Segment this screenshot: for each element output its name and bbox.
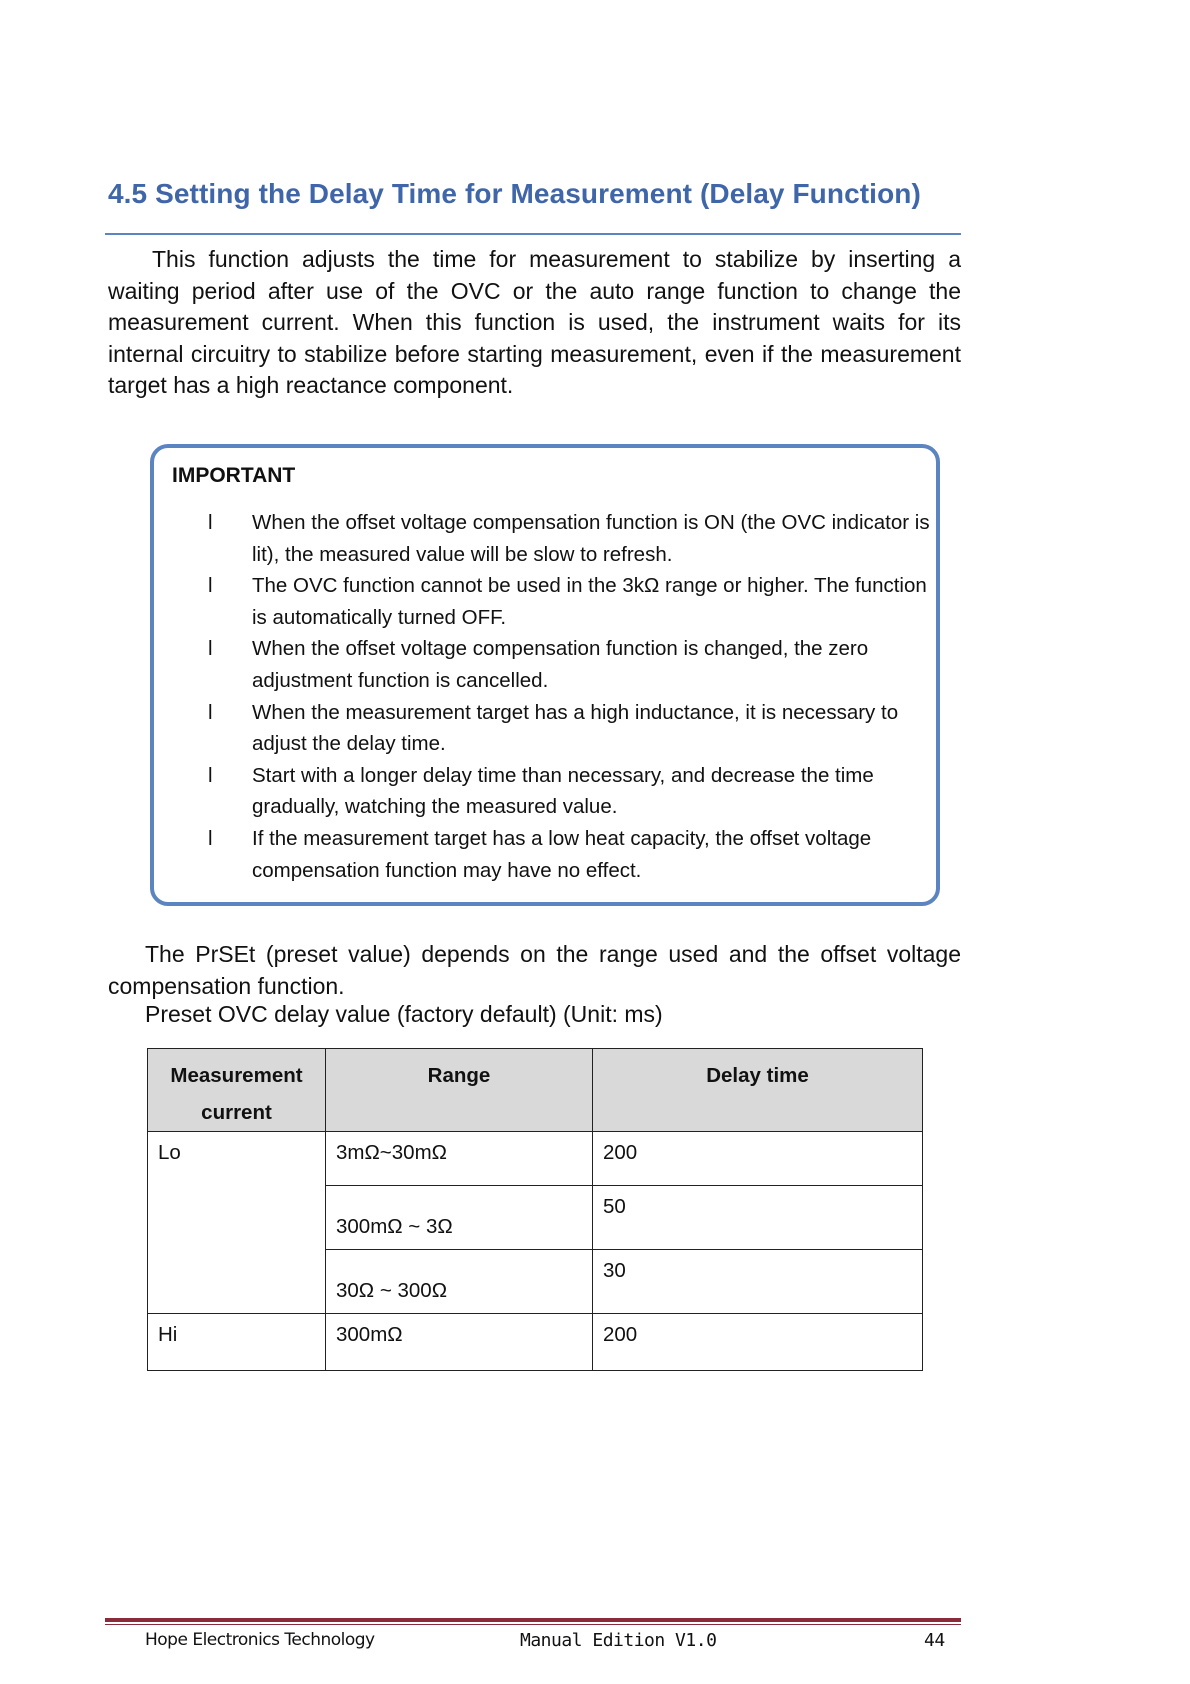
important-item: l Start with a longer delay time than necessary, and decrease the time gradually, watching the measured value. (200, 760, 935, 823)
intro-paragraph: This function adjusts the time for measurement to stabilize by inserting a waiting period after use of the OVC or the auto range function to change the measurement current. When this function is used, the instrument waits for its internal circuitry to stabilize before starting measurement, even if the measurement target has a high reactance component. (108, 246, 961, 399)
bullet-marker: l (208, 826, 213, 850)
header-range: Range (326, 1049, 593, 1132)
footer-edition: Manual Edition V1.0 (520, 1630, 717, 1651)
bullet-marker: l (208, 763, 213, 787)
footer-divider (105, 1618, 961, 1622)
cell-range: 30Ω ~ 300Ω (326, 1250, 593, 1314)
section-heading: 4.5 Setting the Delay Time for Measurement (Delay Function) (108, 178, 921, 209)
footer-company: Hope Electronics Technology (145, 1630, 375, 1650)
header-delay-time: Delay time (593, 1049, 923, 1132)
bullet-marker: l (208, 574, 213, 598)
important-item: l When the measurement target has a high inductance, it is necessary to adjust the delay time. (200, 697, 935, 760)
important-item: l The OVC function cannot be used in the 3kΩ range or higher. The function is automatically turned OFF. (200, 570, 935, 633)
bullet-marker: l (208, 700, 213, 724)
bullet-marker: l (208, 637, 213, 661)
cell-current: Hi (148, 1314, 326, 1371)
table-header-row (148, 1049, 923, 1132)
preset-paragraph: The PrSEt (preset value) depends on the range used and the offset voltage compensation function. (108, 941, 961, 999)
cell-delay: 50 (593, 1186, 923, 1250)
table-row (148, 1314, 923, 1371)
delay-table (147, 1048, 923, 1371)
table-caption: Preset OVC delay value (factory default) (Unit: ms) (145, 1001, 663, 1027)
important-title: IMPORTANT (172, 464, 296, 487)
cell-range: 3mΩ~30mΩ (326, 1132, 593, 1186)
cell-delay: 200 (593, 1132, 923, 1186)
cell-delay: 200 (593, 1314, 923, 1371)
bullet-marker: l (208, 511, 213, 534)
heading-divider (105, 233, 961, 235)
cell-range: 300mΩ (326, 1314, 593, 1371)
important-item: l If the measurement target has a low heat capacity, the offset voltage compensation function may have no effect. (200, 823, 935, 886)
footer-divider-thin (105, 1624, 961, 1625)
table-row (148, 1132, 923, 1186)
cell-delay: 30 (593, 1250, 923, 1314)
important-item: l When the offset voltage compensation function is ON (the OVC indicator is lit), the measured value will be slow to refresh. (200, 507, 935, 570)
footer-page-number: 44 (924, 1630, 945, 1651)
important-item: l When the offset voltage compensation function is changed, the zero adjustment function is cancelled. (200, 633, 935, 696)
important-list (200, 507, 935, 886)
header-measurement-current: Measurement current (148, 1049, 326, 1132)
cell-range: 300mΩ ~ 3Ω (326, 1186, 593, 1250)
cell-current: Lo (148, 1132, 326, 1314)
